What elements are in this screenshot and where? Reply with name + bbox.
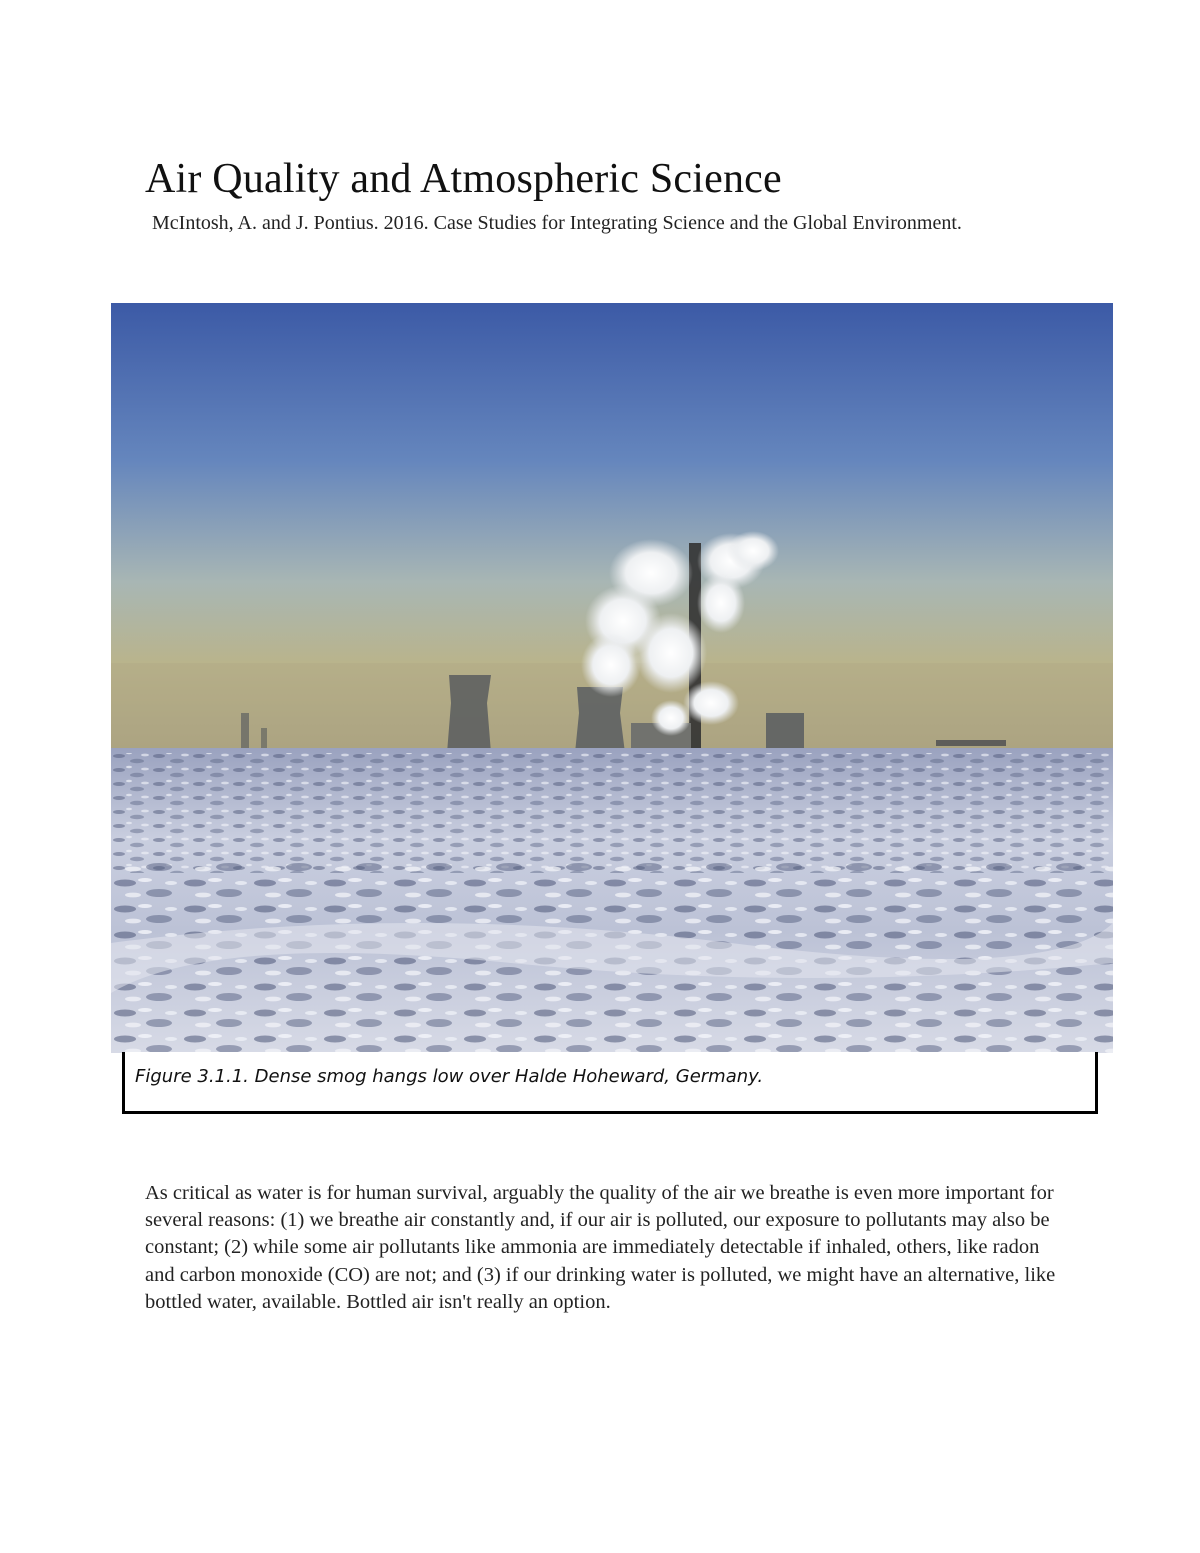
smog-photo [111, 303, 1113, 1053]
body-paragraph: As critical as water is for human survival, arguably the quality of the air we breathe is even more important for several reasons: (1) we breathe air constantly and, if our air is polluted, our exposure to pollutants may also be constant; (2) while some air pollutants like ammonia are immediately detectable if inhaled, others, like radon and carbon monoxide (CO) are not; and (3) if our drinking water is polluted, we might have an alternative, like bottled water, available. Bottled air isn't really an option. [145, 1182, 1056, 1313]
figure-caption-box [122, 1052, 1098, 1114]
figure-caption: Figure 3.1.1. Dense smog hangs low over Halde Hoheward, Germany. [135, 1066, 764, 1087]
citation: McIntosh, A. and J. Pontius. 2016. Case Studies for Integrating Science and the Global Environment. [152, 212, 962, 234]
page-title: Air Quality and Atmospheric Science [145, 156, 782, 202]
